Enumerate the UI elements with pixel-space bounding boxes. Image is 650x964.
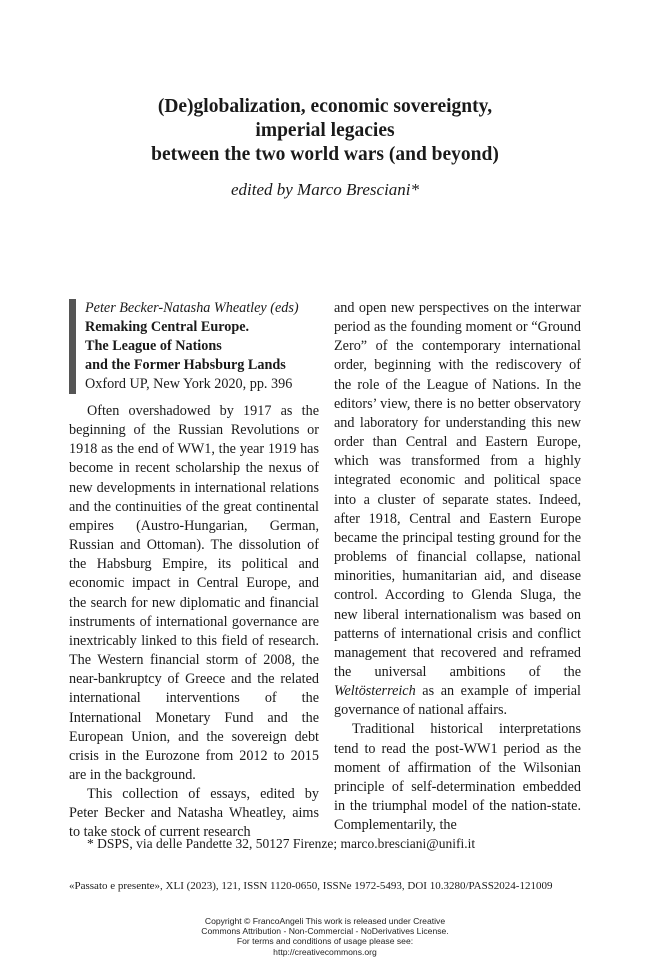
article-title-line: imperial legacies: [255, 120, 395, 141]
copyright-line: Copyright © FrancoAngeli This work is released under Creative: [204, 916, 446, 926]
book-title-line: Remaking Central Europe.: [85, 319, 250, 335]
copyright-notice: [0, 916, 650, 957]
book-title-line: and the Former Habsburg Lands: [85, 357, 286, 373]
article-title: [0, 95, 650, 167]
right-column: [334, 299, 581, 835]
body-paragraph: Often overshadowed by 1917 as the beginning of the Russian Revolutions or 1918 as the end of WW1, the year 1919 has become in recent scholarship the nexus of new developments in international relations and the continuities of the great continental empires (Austro-Hungarian, German, Russian and Ottoman). The dissolution of the Habsburg Empire, its political and economic impact in Central Europe, and the search for new diplomatic and financial instruments of international governance are inextricably linked to this field of research. The Western financial storm of 2008, the near-bankruptcy of Greece and the related international interventions of the International Monetary Fund and the European Union, and the sovereign debt crisis in the Eurozone from 2012 to 2015 are in the background.: [69, 403, 319, 783]
article-title-line: between the two world wars (and beyond): [151, 144, 499, 165]
left-column: [69, 402, 319, 843]
body-paragraph-continuation: [334, 299, 581, 720]
continuation-end: as an example of imperial governance of national affairs.: [334, 683, 581, 719]
footnote: * DSPS, via delle Pandette 32, 50127 Firenze; marco.bresciani@unifi.it: [87, 836, 476, 851]
copyright-line: Commons Attribution - Non-Commercial - NoDerivatives License.: [201, 926, 449, 937]
book-authors: Peter Becker-Natasha Wheatley (eds): [85, 300, 299, 316]
copyright-line: For terms and conditions of usage please see:: [236, 936, 414, 947]
book-publication: Oxford UP, New York 2020, pp. 396: [85, 376, 293, 392]
reviewed-book-box: [69, 299, 335, 394]
continuation-text: and open new perspectives on the interwar period as the founding moment or “Ground Zero” of the contemporary international order, beginning with the rediscovery of the role of the League of Nations. In the editors’ view, there is no better observatory and laboratory for understanding this new order than Central and Eastern Europe, which was transformed from a highly integrated economic and political space into a cluster of separate states. Indeed, after 1918, Central and Eastern Europe became the principal testing ground for the problems of financial collapse, national minorities, humanitarian aid, and disease control. According to Glenda Sluga, the new liberal internationalism was based on patterns of international crisis and conflict management that recovered and reframed the universal ambitions of the: [334, 300, 581, 680]
editor-credit: edited by Marco Bresciani*: [230, 180, 420, 199]
body-paragraph: Traditional historical interpretations tend to read the post-WW1 period as the moment of affirmation of the Wilsonian principle of self-determination embedded in the triumphal model of the nation-state. Complementarily, the: [334, 721, 581, 834]
book-title-line: The League of Nations: [85, 338, 222, 354]
body-paragraph: This collection of essays, edited by Peter Becker and Natasha Wheatley, aims to take stock of current research: [69, 786, 319, 841]
copyright-link[interactable]: http://creativecommons.org: [273, 946, 377, 957]
journal-citation: «Passato e presente», XLI (2023), 121, ISSN 1120-0650, ISSNe 1972-5493, DOI 10.3280/PASS2024-121009: [69, 880, 553, 892]
article-title-line: (De)globalization, economic sovereignty,: [157, 96, 493, 117]
italic-term: Weltösterreich: [334, 683, 416, 700]
